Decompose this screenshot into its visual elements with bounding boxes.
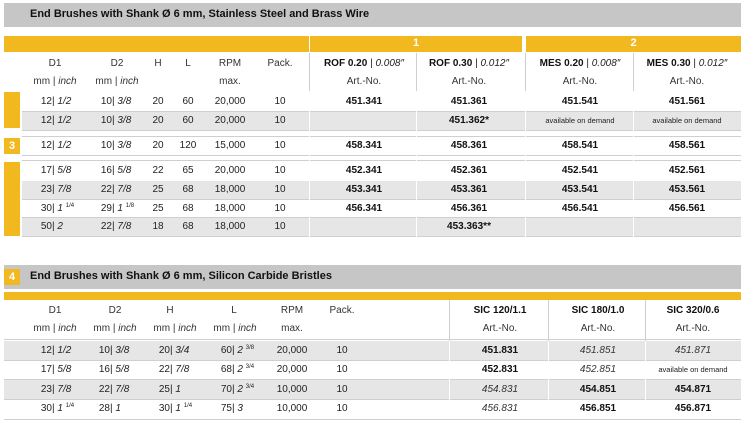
- table-cell: 452.561: [668, 165, 706, 176]
- table-cell: 17: [40, 364, 52, 375]
- table-cell: 70: [220, 384, 232, 395]
- table-cell: | 1/2: [52, 96, 72, 107]
- table-cell: 453.361: [450, 184, 488, 195]
- s2-artno-sic120: Art.-No.: [482, 323, 518, 334]
- table-cell: 20: [152, 140, 164, 151]
- table-cell: 10: [336, 364, 348, 375]
- col-h-header: H: [154, 58, 162, 69]
- table-cell: | 2 $^{3/4}$: [232, 364, 255, 375]
- table-cell: 22: [100, 184, 112, 195]
- table-cell: | 2 $^{3/8}$: [232, 345, 255, 356]
- s2-col-l-unit: mm | inch: [213, 323, 257, 334]
- artno-rof030: Art.-No.: [451, 76, 487, 87]
- col-rpm-header: RPM: [218, 58, 242, 69]
- table-cell: [312, 112, 416, 130]
- artno-mes020: Art.-No.: [562, 76, 598, 87]
- table-cell: 12: [40, 345, 52, 356]
- table-cell: 12: [40, 96, 52, 107]
- table-cell: 10: [274, 115, 286, 126]
- table-cell: 65: [182, 165, 194, 176]
- table-cell: | 1: [110, 403, 121, 414]
- table-cell: 20,000: [276, 364, 308, 375]
- table-cell: [634, 218, 740, 236]
- col-d1-unit: mm | inch: [33, 76, 77, 87]
- table-cell: available on demand: [545, 116, 615, 125]
- table-cell: 60: [220, 345, 232, 356]
- table-cell: | 1 $^{1/4}$: [170, 403, 193, 414]
- section1-header-bar: [4, 36, 309, 52]
- table-cell: 18,000: [214, 203, 246, 214]
- table-cell: 30: [40, 203, 52, 214]
- table-cell: 452.361: [450, 165, 488, 176]
- table-cell: 452.341: [345, 165, 383, 176]
- col-gap: [525, 92, 526, 237]
- s2-col-rpm-header: RPM: [280, 305, 304, 316]
- table-cell: 25: [152, 184, 164, 195]
- table-cell: 23: [40, 384, 52, 395]
- table-cell: 22: [152, 165, 164, 176]
- group-sidebar-marker-lower: [4, 162, 20, 236]
- group2-number: 2: [630, 37, 637, 49]
- table-cell: 10: [100, 140, 112, 151]
- table-cell: | 7/8: [52, 384, 72, 395]
- table-cell: 456.831: [481, 403, 519, 414]
- table-cell: 20: [152, 96, 164, 107]
- table-cell: 120: [179, 140, 197, 151]
- table-cell: 60: [182, 115, 194, 126]
- table-cell: available on demand: [658, 365, 728, 374]
- table-cell: 28: [98, 403, 110, 414]
- table-cell: 452.541: [561, 165, 599, 176]
- table-cell: 10: [100, 96, 112, 107]
- table-cell: | 5/8: [112, 165, 132, 176]
- table-cell: 23: [40, 184, 52, 195]
- section2-title: End Brushes with Shank Ø 6 mm, Silicon Carbide Bristles: [30, 270, 332, 282]
- table-cell: 456.871: [674, 403, 712, 414]
- table-cell: 10,000: [276, 403, 308, 414]
- table-cell: 10: [100, 115, 112, 126]
- table-cell: 20,000: [214, 165, 246, 176]
- table-cell: 20,000: [214, 96, 246, 107]
- table-cell: 10: [98, 345, 110, 356]
- s2-col-sic320-header: SIC 320/0.6: [666, 305, 720, 316]
- table-cell: 10: [336, 345, 348, 356]
- table-cell: 10: [274, 184, 286, 195]
- section2-header-bar: [4, 292, 741, 300]
- table-cell: 10,000: [276, 384, 308, 395]
- table-cell: 68: [182, 221, 194, 232]
- table-cell: 25: [158, 384, 170, 395]
- table-cell: | 3/8: [112, 140, 132, 151]
- table-cell: 68: [182, 184, 194, 195]
- s2-col-rpm-max: max.: [281, 323, 303, 334]
- table-cell: 22: [158, 364, 170, 375]
- table-cell: | 1: [170, 384, 181, 395]
- table-cell: 18,000: [214, 221, 246, 232]
- row-divider: [4, 339, 741, 340]
- table-cell: 68: [220, 364, 232, 375]
- table-cell: 10: [274, 203, 286, 214]
- table-cell: 20,000: [276, 345, 308, 356]
- group2-header: [526, 36, 741, 52]
- artno-rof020: Art.-No.: [346, 76, 382, 87]
- table-cell: 451.851: [579, 345, 617, 356]
- s2-col-sic120-header: SIC 120/1.1: [473, 305, 527, 316]
- table-cell: | 7/8: [112, 184, 132, 195]
- table-cell: 22: [100, 221, 112, 232]
- table-cell: 20: [158, 345, 170, 356]
- col-mes030-header: MES 0.30 | 0.012″: [646, 58, 728, 69]
- table-cell: 456.851: [579, 403, 617, 414]
- table-cell: | 7/8: [52, 184, 72, 195]
- table-cell: 10: [336, 403, 348, 414]
- divider: [633, 53, 634, 91]
- table-cell: 451.831: [481, 345, 519, 356]
- table-cell: 451.871: [674, 345, 712, 356]
- table-cell: 17: [40, 165, 52, 176]
- group1-number: 1: [412, 37, 420, 49]
- table-cell: 456.541: [561, 203, 599, 214]
- col-gap: [449, 341, 450, 419]
- table-cell: 16: [100, 165, 112, 176]
- table-cell: 10: [274, 165, 286, 176]
- table-cell: 458.361: [450, 140, 488, 151]
- col-l-header: L: [185, 58, 191, 69]
- table-cell: 452.831: [481, 364, 519, 375]
- group1-header: [310, 36, 522, 52]
- s2-col-d1-header: D1: [48, 305, 62, 316]
- table-cell: 451.362*: [448, 115, 490, 126]
- table-cell: 454.871: [674, 384, 712, 395]
- s2-col-h-header: H: [166, 305, 174, 316]
- table-cell: | 1 $^{1/4}$: [52, 203, 75, 214]
- s2-col-d2-unit: mm | inch: [93, 323, 137, 334]
- s2-col-d1-unit: mm | inch: [33, 323, 77, 334]
- table-cell: 18: [152, 221, 164, 232]
- table-cell: 20: [152, 115, 164, 126]
- table-cell: 454.831: [481, 384, 519, 395]
- table-cell: | 1/2: [52, 140, 72, 151]
- col-d1-header: D1: [48, 58, 62, 69]
- divider: [416, 53, 417, 91]
- table-cell: | 3/8: [112, 115, 132, 126]
- artno-mes030: Art.-No.: [669, 76, 705, 87]
- table-cell: | 1/2: [52, 115, 72, 126]
- row-divider: [4, 379, 741, 380]
- table-cell: 10: [274, 96, 286, 107]
- table-cell: | 5/8: [110, 364, 130, 375]
- table-cell: | 7/8: [170, 364, 190, 375]
- col-mes020-header: MES 0.20 | 0.008″: [539, 58, 621, 69]
- table-cell: 452.851: [579, 364, 617, 375]
- col-pack-header: Pack.: [267, 58, 293, 69]
- s2-col-l-header: L: [231, 305, 237, 316]
- section2-number: 4: [4, 269, 20, 285]
- table-cell: 451.361: [450, 96, 488, 107]
- table-cell: 60: [182, 96, 194, 107]
- group3-number: 3: [4, 138, 20, 154]
- s2-col-sic180-header: SIC 180/1.0: [571, 305, 625, 316]
- table-cell: 456.341: [345, 203, 383, 214]
- col-rof020-header: ROF 0.20 | 0.008″: [323, 58, 405, 69]
- table-cell: 16: [98, 364, 110, 375]
- table-cell: | 2: [52, 221, 63, 232]
- table-cell: available on demand: [652, 116, 722, 125]
- table-cell: 453.363**: [447, 221, 491, 232]
- table-cell: 50: [40, 221, 52, 232]
- col-rof030-header: ROF 0.30 | 0.012″: [428, 58, 510, 69]
- divider: [525, 53, 526, 91]
- table-cell: 75: [220, 403, 232, 414]
- section1-title: End Brushes with Shank Ø 6 mm, Stainless Steel and Brass Wire: [30, 8, 370, 20]
- table-cell: | 1 $^{1/8}$: [112, 203, 135, 214]
- table-cell: 30: [158, 403, 170, 414]
- table-cell: 12: [40, 140, 52, 151]
- s2-col-h-unit: mm | inch: [153, 323, 197, 334]
- col-d2-unit: mm | inch: [95, 76, 139, 87]
- table-cell: | 3/8: [112, 96, 132, 107]
- table-cell: 25: [152, 203, 164, 214]
- group1-sidebar-marker: [4, 92, 20, 128]
- table-cell: | 7/8: [110, 384, 130, 395]
- col-gap: [548, 341, 549, 419]
- table-cell: 10: [336, 384, 348, 395]
- table-cell: 30: [40, 403, 52, 414]
- divider: [309, 53, 310, 91]
- table-cell: 10: [274, 140, 286, 151]
- table-cell: 18,000: [214, 184, 246, 195]
- table-cell: 454.851: [579, 384, 617, 395]
- table-cell: [528, 218, 632, 236]
- table-cell: | 3/4: [170, 345, 190, 356]
- section2-title-bar: [4, 265, 741, 289]
- col-gap: [309, 92, 310, 237]
- table-cell: 458.541: [561, 140, 599, 151]
- table-cell: 15,000: [214, 140, 246, 151]
- table-cell: | 5/8: [52, 364, 72, 375]
- table-cell: 453.341: [345, 184, 383, 195]
- table-cell: 20,000: [214, 115, 246, 126]
- table-cell: 458.561: [668, 140, 706, 151]
- table-cell: 22: [98, 384, 110, 395]
- table-cell: | 7/8: [112, 221, 132, 232]
- section1-title-bar: [4, 3, 741, 27]
- col-rpm-max: max.: [219, 76, 241, 87]
- table-cell: 456.561: [668, 203, 706, 214]
- table-cell: 29: [100, 203, 112, 214]
- table-cell: 451.541: [561, 96, 599, 107]
- table-cell: 10: [274, 221, 286, 232]
- s2-artno-sic180: Art.-No.: [580, 323, 616, 334]
- table-cell: 453.561: [668, 184, 706, 195]
- table-cell: | 3/8: [110, 345, 130, 356]
- table-cell: 456.361: [450, 203, 488, 214]
- row-divider: [4, 419, 741, 420]
- s2-col-d2-header: D2: [108, 305, 122, 316]
- table-cell: | 1 $^{1/4}$: [52, 403, 75, 414]
- table-cell: | 2 $^{3/4}$: [232, 384, 255, 395]
- table-cell: [312, 218, 416, 236]
- table-cell: 458.341: [345, 140, 383, 151]
- table-cell: | 1/2: [52, 345, 72, 356]
- table-cell: 68: [182, 203, 194, 214]
- s2-col-pack-header: Pack.: [329, 305, 355, 316]
- col-d2-header: D2: [110, 58, 124, 69]
- table-cell: 451.341: [345, 96, 383, 107]
- table-cell: 12: [40, 115, 52, 126]
- table-cell: 451.561: [668, 96, 706, 107]
- table-cell: | 3: [232, 403, 243, 414]
- s2-artno-sic320: Art.-No.: [675, 323, 711, 334]
- table-cell: 453.541: [561, 184, 599, 195]
- table-cell: | 5/8: [52, 165, 72, 176]
